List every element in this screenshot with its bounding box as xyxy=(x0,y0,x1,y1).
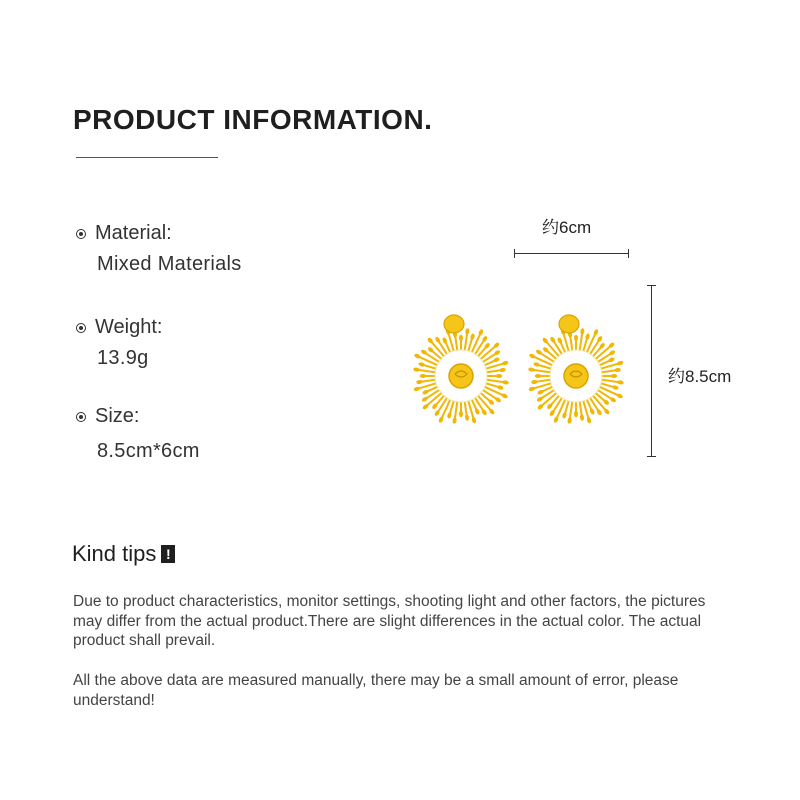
stamen-tip xyxy=(586,417,592,424)
spec-value: Mixed Materials xyxy=(97,253,242,275)
stamen-tip xyxy=(447,412,453,419)
stamen-tip xyxy=(502,380,509,385)
width-dimension-label: 约6cm xyxy=(542,218,592,237)
stamen-tip xyxy=(562,412,568,419)
stamen-tip xyxy=(528,386,535,392)
stamen-tip xyxy=(470,333,476,340)
stamen-tip xyxy=(496,374,502,378)
earring-right xyxy=(520,308,632,434)
stamen-tip xyxy=(531,380,538,385)
stamen-tip xyxy=(585,333,591,340)
spec-material xyxy=(76,222,242,276)
spec-label: Material: xyxy=(95,222,172,244)
stamen-tip xyxy=(499,368,506,373)
stamen-tip xyxy=(535,374,541,378)
stamen-tip xyxy=(617,360,624,366)
bullet-icon xyxy=(76,412,86,422)
height-dimension-line xyxy=(651,285,652,457)
height-dimension-label: 约8.5cm xyxy=(668,367,732,386)
earring-stud xyxy=(559,315,579,333)
kind-tips-title xyxy=(72,541,175,567)
stamen-tip xyxy=(465,328,470,335)
earring-center xyxy=(449,364,473,388)
tip-paragraph-1: Due to product characteristics, monitor settings, shooting light and other factors, the pictures may differ from the actual product.There are slight differences in the actual color. The actual product shall prevail. xyxy=(73,593,706,649)
stamen-tip xyxy=(533,362,540,368)
stamen-tip xyxy=(574,411,578,417)
bullet-icon xyxy=(76,323,86,333)
earring-stud xyxy=(444,315,464,333)
stamen-tip xyxy=(465,414,470,421)
spec-label: Weight: xyxy=(95,316,163,338)
earring-left xyxy=(405,308,517,434)
stamen-tip xyxy=(580,328,585,335)
stamen-tip xyxy=(611,374,617,378)
stamen-tip xyxy=(459,411,463,417)
stamen-tip xyxy=(617,380,624,385)
stamen-tip xyxy=(416,380,423,385)
spec-value: 13.9g xyxy=(97,347,149,369)
width-tick-left xyxy=(514,249,515,258)
spec-label: Size: xyxy=(95,405,140,427)
spec-value: 8.5cm*6cm xyxy=(97,440,200,462)
stamen-tip xyxy=(413,367,420,372)
stamen-tip xyxy=(614,368,621,373)
bullet-icon xyxy=(76,229,86,239)
page-title: PRODUCT INFORMATION. xyxy=(73,104,433,135)
stamen-tip xyxy=(413,386,420,392)
width-dimension-line xyxy=(514,253,629,254)
stamen-tip xyxy=(528,367,535,372)
stamen-tip xyxy=(612,385,619,391)
stamen-tip xyxy=(502,360,509,366)
earring-center xyxy=(564,364,588,388)
height-tick-bottom xyxy=(647,456,656,457)
stamen-tip xyxy=(471,417,477,424)
height-tick-top xyxy=(647,285,656,286)
stamen-tip xyxy=(497,385,504,391)
spec-weight xyxy=(76,316,162,370)
tip-paragraph-2: All the above data are measured manually, there may be a small amount of error, please understand! xyxy=(73,672,679,709)
kind-tips-label: Kind tips xyxy=(72,541,157,566)
stamen-tip xyxy=(452,417,457,424)
stamen-tip xyxy=(580,414,585,421)
spec-size xyxy=(76,405,200,463)
width-tick-right xyxy=(628,249,629,258)
stamen-tip xyxy=(418,362,425,368)
stamen-tip xyxy=(459,335,463,341)
exclamation-icon: ! xyxy=(161,545,175,563)
title-underline xyxy=(76,157,218,158)
stamen-tip xyxy=(567,417,572,424)
stamen-tip xyxy=(420,374,426,378)
stamen-tip xyxy=(574,335,578,341)
